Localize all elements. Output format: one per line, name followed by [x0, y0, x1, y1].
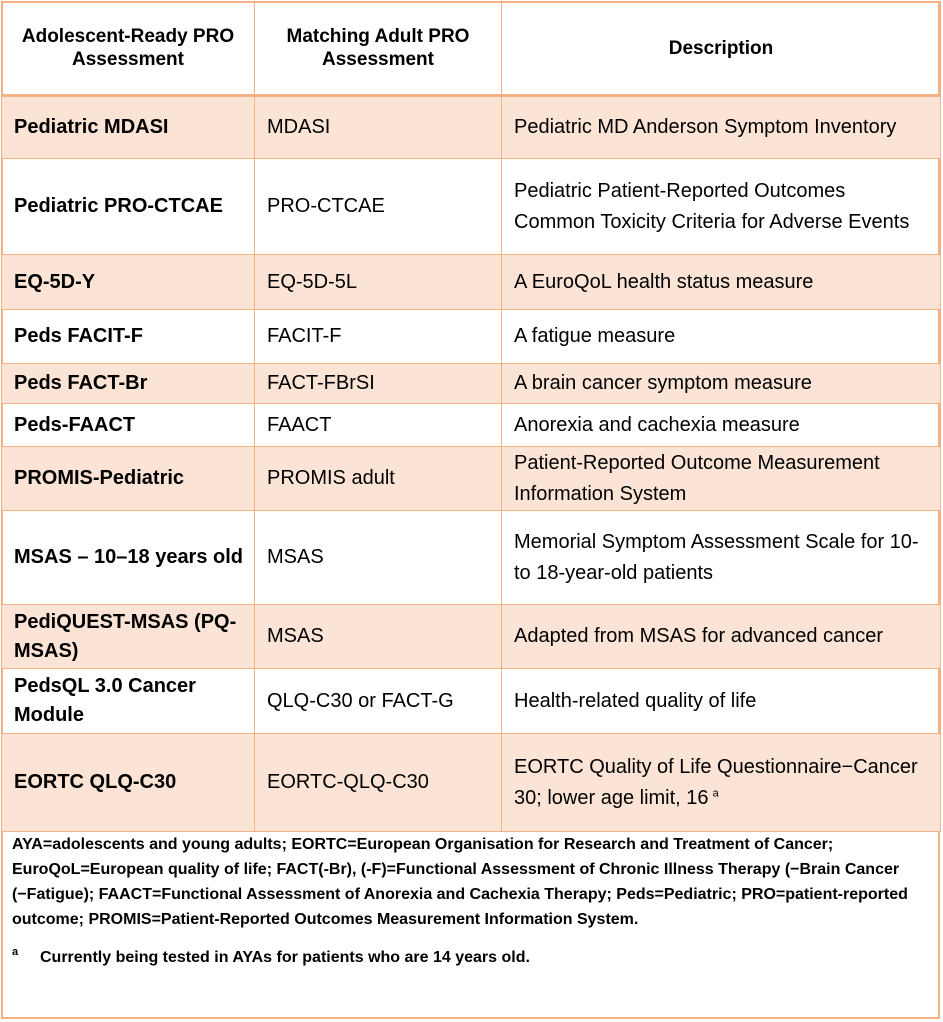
- cell-description: Adapted from MSAS for advanced cancer: [502, 605, 941, 669]
- cell-adolescent: Peds FACIT-F: [2, 310, 255, 364]
- cell-adolescent: Pediatric PRO-CTCAE: [2, 159, 255, 255]
- header-adult: Matching Adult PRO Assessment: [255, 2, 502, 96]
- cell-description: Memorial Symptom Assessment Scale for 10- to 18-year-old patients: [502, 511, 941, 605]
- footnote: [12, 945, 917, 970]
- cell-adult: MDASI: [255, 96, 502, 159]
- table-row: [2, 669, 941, 734]
- cell-adolescent: EORTC QLQ-C30: [2, 734, 255, 832]
- table-row: [2, 96, 941, 159]
- cell-adolescent: EQ-5D-Y: [2, 255, 255, 310]
- cell-description: A fatigue measure: [502, 310, 941, 364]
- cell-adolescent: Peds FACT-Br: [2, 364, 255, 404]
- table-row: [2, 605, 941, 669]
- cell-adult: EORTC-QLQ-C30: [255, 734, 502, 832]
- table-footer: [12, 832, 917, 970]
- cell-adolescent: MSAS – 10–18 years old: [2, 511, 255, 605]
- cell-adult: PRO-CTCAE: [255, 159, 502, 255]
- description-text: EORTC Quality of Life Questionnaire−Cancer 30; lower age limit, 16: [514, 755, 918, 809]
- cell-adult: EQ-5D-5L: [255, 255, 502, 310]
- table-row: [2, 404, 941, 447]
- footnote-marker: a: [712, 786, 719, 799]
- cell-description: Anorexia and cachexia measure: [502, 404, 941, 447]
- cell-adolescent: PediQUEST-MSAS (PQ-MSAS): [2, 605, 255, 669]
- table-row: [2, 310, 941, 364]
- cell-description: Pediatric MD Anderson Symptom Inventory: [502, 96, 941, 159]
- cell-adult: QLQ-C30 or FACT-G: [255, 669, 502, 734]
- cell-description: [502, 734, 941, 832]
- footnote-text: Currently being tested in AYAs for patients who are 14 years old.: [40, 949, 530, 966]
- table-row: [2, 255, 941, 310]
- cell-adolescent: PedsQL 3.0 Cancer Module: [2, 669, 255, 734]
- cell-adult: FACT-FBrSI: [255, 364, 502, 404]
- cell-adolescent: Pediatric MDASI: [2, 96, 255, 159]
- pro-assessment-table: [1, 1, 941, 832]
- cell-adolescent: Peds-FAACT: [2, 404, 255, 447]
- abbreviations-note: AYA=adolescents and young adults; EORTC=European Organisation for Research and Treatment of Cancer; EuroQoL=European quality of life; FACT(-Br), (-F)=Functional Assessment of Chronic Illness Therapy (−Brain Cancer (−Fatigue); FAACT=Functional Assessment of Anorexia and Cachexia Therapy; Peds=Pediatric; PRO=patient-reported outcome; PROMIS=Patient-Reported Outcomes Measurement Information System.: [12, 836, 908, 928]
- header-adolescent: Adolescent-Ready PRO Assessment: [2, 2, 255, 96]
- cell-description: Health-related quality of life: [502, 669, 941, 734]
- cell-description: Pediatric Patient-Reported Outcomes Common Toxicity Criteria for Adverse Events: [502, 159, 941, 255]
- table-row: [2, 364, 941, 404]
- cell-adult: MSAS: [255, 605, 502, 669]
- cell-adult: PROMIS adult: [255, 447, 502, 511]
- cell-description: A brain cancer symptom measure: [502, 364, 941, 404]
- cell-adult: FACIT-F: [255, 310, 502, 364]
- table-row: [2, 159, 941, 255]
- table-row: [2, 734, 941, 832]
- cell-description: A EuroQoL health status measure: [502, 255, 941, 310]
- table-row: [2, 447, 941, 511]
- table-header-row: [2, 2, 941, 96]
- footnote-mark: a: [12, 946, 19, 958]
- table-row: [2, 511, 941, 605]
- header-description: Description: [502, 2, 941, 96]
- cell-adolescent: PROMIS-Pediatric: [2, 447, 255, 511]
- cell-adult: FAACT: [255, 404, 502, 447]
- cell-adult: MSAS: [255, 511, 502, 605]
- cell-description: Patient-Reported Outcome Measurement Information System: [502, 447, 941, 511]
